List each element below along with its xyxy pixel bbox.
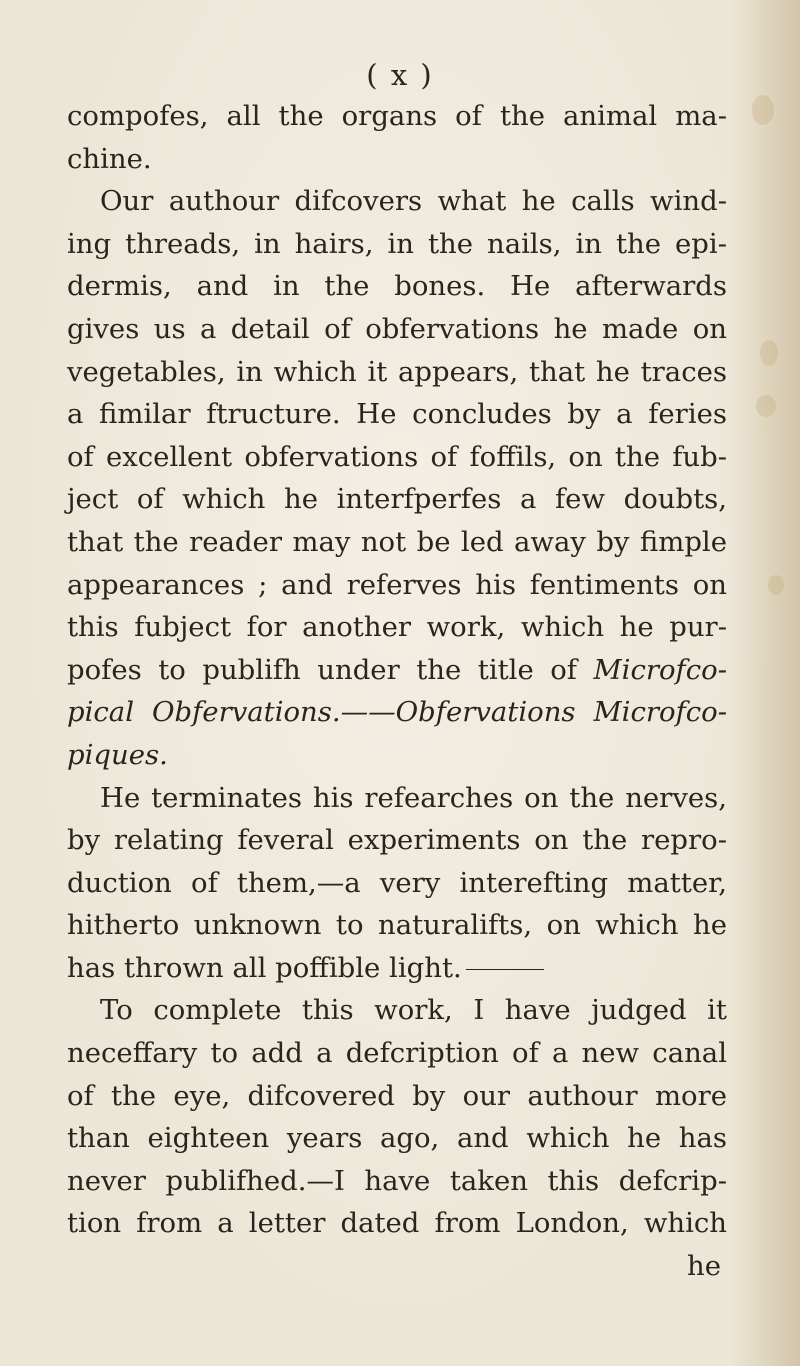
text-line-content: has thrown all poffible light. <box>67 951 462 984</box>
foxing-stain <box>768 575 784 595</box>
text-line: ing threads, in hairs, in the nails, in the epi- <box>67 227 727 260</box>
text-line: of excellent obfervations of foffils, on the fub- <box>67 440 727 473</box>
text-line: by relating feveral experiments on the repro- <box>67 824 727 857</box>
text-line: duction of them,—a very interefting matter, <box>67 866 727 899</box>
catchword: he <box>687 1250 721 1283</box>
text-line: ject of which he interfperfes a few doubts, <box>67 483 727 516</box>
text-line: a fimilar ftructure. He concludes by a feries <box>67 398 727 431</box>
text-line: dermis, and in the bones. He afterwards <box>67 270 727 303</box>
text-line: chine. <box>67 142 152 175</box>
text-line: He terminates his refearches on the nerves, <box>100 781 727 814</box>
text-line-with-title: pofes to publifh under the title of Microfco- <box>67 653 727 686</box>
text-line: vegetables, in which it appears, that he traces <box>67 355 727 388</box>
text-line: To complete this work, I have judged it <box>100 994 727 1027</box>
text-line: that the reader may not be led away by fimple <box>67 525 727 558</box>
text-line: than eighteen years ago, and which he has <box>67 1122 727 1155</box>
text-line: gives us a detail of obfervations he made on <box>67 312 727 345</box>
text-line: never publifhed.—I have taken this defcrip- <box>67 1164 727 1197</box>
text-line: tion from a letter dated from London, which <box>67 1207 727 1240</box>
text-line-with-rule <box>67 947 727 990</box>
foxing-stain <box>756 395 776 417</box>
text-line: this fubject for another work, which he pur- <box>67 611 727 644</box>
text-line: piques. <box>67 738 168 771</box>
foxing-stain <box>760 340 778 366</box>
text-line: compofes, all the organs of the animal ma- <box>67 100 727 132</box>
page-edge-shadow <box>730 0 800 1366</box>
body-text <box>67 95 727 1288</box>
text-line-with-title: pical Obfervations.——Obfervations Microfco- <box>67 696 727 729</box>
foxing-stain <box>752 95 774 125</box>
dash-rule <box>466 969 544 970</box>
title-italic: Microfco- <box>593 653 727 686</box>
text-line: of the eye, difcovered by our authour more <box>67 1079 727 1112</box>
text-line: Our authour difcovers what he calls wind- <box>100 185 727 218</box>
page-number: ( x ) <box>366 58 434 92</box>
text-line: hitherto unknown to naturalifts, on which he <box>67 909 727 942</box>
text-line: neceffary to add a defcription of a new canal <box>67 1037 727 1070</box>
text-line: appearances ; and referves his fentiments on <box>67 568 727 601</box>
